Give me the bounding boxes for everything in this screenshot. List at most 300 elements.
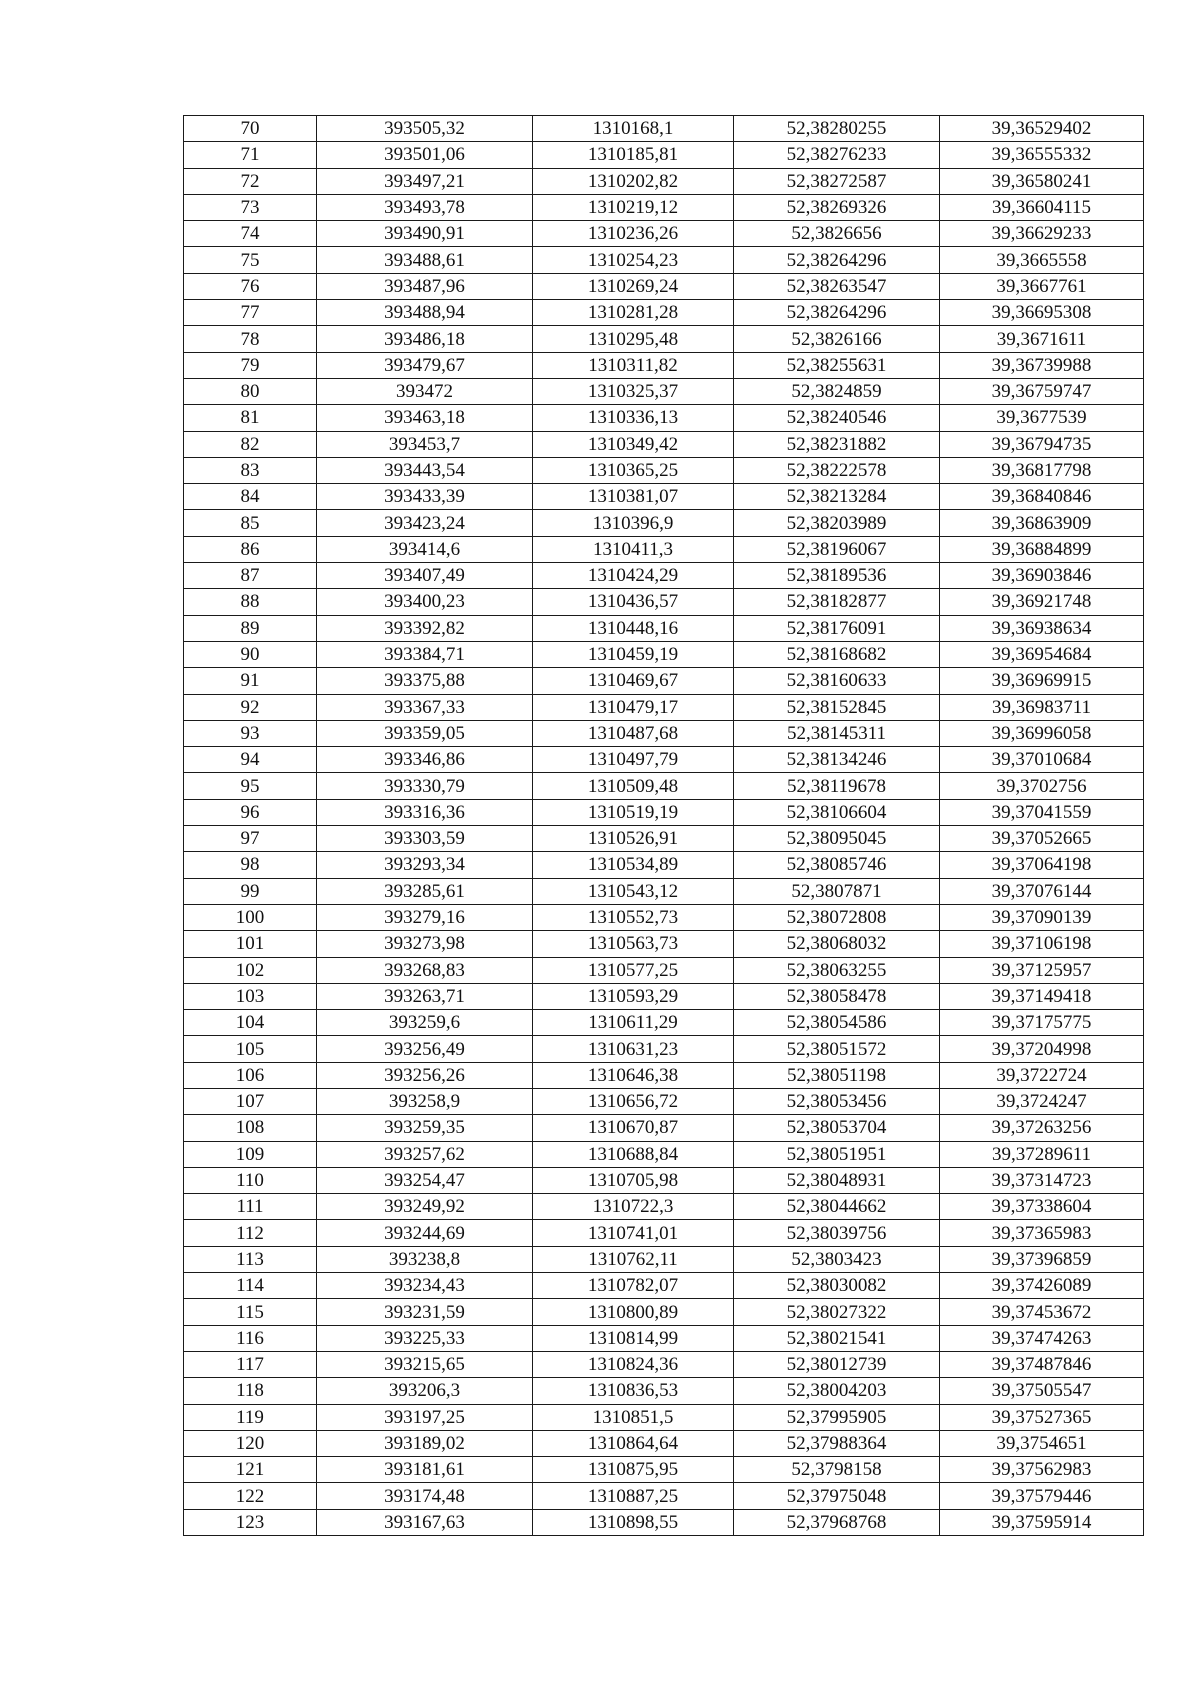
- x-coordinate-cell: 393263,71: [317, 983, 533, 1009]
- longitude-cell: 39,36794735: [940, 431, 1144, 457]
- longitude-cell: 39,36921748: [940, 589, 1144, 615]
- x-coordinate-cell: 393258,9: [317, 1088, 533, 1114]
- table-row: [184, 878, 1144, 904]
- latitude-cell: 52,38240546: [734, 405, 940, 431]
- table-row: [184, 1246, 1144, 1272]
- latitude-cell: 52,3826656: [734, 221, 940, 247]
- table-row: [184, 1115, 1144, 1141]
- latitude-cell: 52,38196067: [734, 536, 940, 562]
- x-coordinate-cell: 393375,88: [317, 668, 533, 694]
- longitude-cell: 39,37527365: [940, 1404, 1144, 1430]
- point-number-cell: 95: [184, 773, 317, 799]
- latitude-cell: 52,3824859: [734, 378, 940, 404]
- x-coordinate-cell: 393189,02: [317, 1430, 533, 1456]
- table-row: [184, 641, 1144, 667]
- x-coordinate-cell: 393254,47: [317, 1167, 533, 1193]
- x-coordinate-cell: 393414,6: [317, 536, 533, 562]
- table-row: [184, 1220, 1144, 1246]
- longitude-cell: 39,36903846: [940, 563, 1144, 589]
- point-number-cell: 76: [184, 273, 317, 299]
- longitude-cell: 39,36739988: [940, 352, 1144, 378]
- table-row: [184, 247, 1144, 273]
- table-row: [184, 168, 1144, 194]
- latitude-cell: 52,38053456: [734, 1088, 940, 1114]
- x-coordinate-cell: 393215,65: [317, 1351, 533, 1377]
- longitude-cell: 39,36840846: [940, 484, 1144, 510]
- latitude-cell: 52,38085746: [734, 852, 940, 878]
- x-coordinate-cell: 393493,78: [317, 194, 533, 220]
- y-coordinate-cell: 1310543,12: [533, 878, 734, 904]
- latitude-cell: 52,37975048: [734, 1483, 940, 1509]
- longitude-cell: 39,37106198: [940, 931, 1144, 957]
- point-number-cell: 88: [184, 589, 317, 615]
- longitude-cell: 39,37263256: [940, 1115, 1144, 1141]
- x-coordinate-cell: 393423,24: [317, 510, 533, 536]
- x-coordinate-cell: 393268,83: [317, 957, 533, 983]
- latitude-cell: 52,37968768: [734, 1509, 940, 1535]
- x-coordinate-cell: 393407,49: [317, 563, 533, 589]
- latitude-cell: 52,38222578: [734, 457, 940, 483]
- table-row: [184, 747, 1144, 773]
- longitude-cell: 39,3724247: [940, 1088, 1144, 1114]
- x-coordinate-cell: 393285,61: [317, 878, 533, 904]
- y-coordinate-cell: 1310365,25: [533, 457, 734, 483]
- point-number-cell: 92: [184, 694, 317, 720]
- point-number-cell: 104: [184, 1010, 317, 1036]
- longitude-cell: 39,37010684: [940, 747, 1144, 773]
- y-coordinate-cell: 1310281,28: [533, 300, 734, 326]
- latitude-cell: 52,38182877: [734, 589, 940, 615]
- y-coordinate-cell: 1310526,91: [533, 826, 734, 852]
- longitude-cell: 39,37579446: [940, 1483, 1144, 1509]
- latitude-cell: 52,38134246: [734, 747, 940, 773]
- x-coordinate-cell: 393259,6: [317, 1010, 533, 1036]
- table-row: [184, 957, 1144, 983]
- y-coordinate-cell: 1310552,73: [533, 904, 734, 930]
- latitude-cell: 52,38145311: [734, 720, 940, 746]
- longitude-cell: 39,37426089: [940, 1273, 1144, 1299]
- point-number-cell: 103: [184, 983, 317, 1009]
- point-number-cell: 117: [184, 1351, 317, 1377]
- table-row: [184, 1141, 1144, 1167]
- y-coordinate-cell: 1310611,29: [533, 1010, 734, 1036]
- longitude-cell: 39,3677539: [940, 405, 1144, 431]
- y-coordinate-cell: 1310656,72: [533, 1088, 734, 1114]
- y-coordinate-cell: 1310824,36: [533, 1351, 734, 1377]
- x-coordinate-cell: 393197,25: [317, 1404, 533, 1430]
- longitude-cell: 39,37090139: [940, 904, 1144, 930]
- longitude-cell: 39,36817798: [940, 457, 1144, 483]
- table-row: [184, 221, 1144, 247]
- table-row: [184, 931, 1144, 957]
- point-number-cell: 110: [184, 1167, 317, 1193]
- x-coordinate-cell: 393346,86: [317, 747, 533, 773]
- latitude-cell: 52,3803423: [734, 1246, 940, 1272]
- table-row: [184, 1351, 1144, 1377]
- x-coordinate-cell: 393392,82: [317, 615, 533, 641]
- table-row: [184, 668, 1144, 694]
- point-number-cell: 80: [184, 378, 317, 404]
- x-coordinate-cell: 393238,8: [317, 1246, 533, 1272]
- y-coordinate-cell: 1310185,81: [533, 142, 734, 168]
- table-row: [184, 116, 1144, 142]
- table-row: [184, 1299, 1144, 1325]
- latitude-cell: 52,38106604: [734, 799, 940, 825]
- point-number-cell: 77: [184, 300, 317, 326]
- latitude-cell: 52,38030082: [734, 1273, 940, 1299]
- longitude-cell: 39,36529402: [940, 116, 1144, 142]
- x-coordinate-cell: 393330,79: [317, 773, 533, 799]
- y-coordinate-cell: 1310593,29: [533, 983, 734, 1009]
- latitude-cell: 52,38051951: [734, 1141, 940, 1167]
- y-coordinate-cell: 1310646,38: [533, 1062, 734, 1088]
- y-coordinate-cell: 1310325,37: [533, 378, 734, 404]
- y-coordinate-cell: 1310487,68: [533, 720, 734, 746]
- longitude-cell: 39,37204998: [940, 1036, 1144, 1062]
- longitude-cell: 39,37076144: [940, 878, 1144, 904]
- table-row: [184, 1457, 1144, 1483]
- table-row: [184, 1273, 1144, 1299]
- longitude-cell: 39,37562983: [940, 1457, 1144, 1483]
- y-coordinate-cell: 1310469,67: [533, 668, 734, 694]
- x-coordinate-cell: 393279,16: [317, 904, 533, 930]
- table-row: [184, 720, 1144, 746]
- latitude-cell: 52,38203989: [734, 510, 940, 536]
- point-number-cell: 81: [184, 405, 317, 431]
- longitude-cell: 39,3665558: [940, 247, 1144, 273]
- latitude-cell: 52,38063255: [734, 957, 940, 983]
- x-coordinate-cell: 393293,34: [317, 852, 533, 878]
- latitude-cell: 52,38269326: [734, 194, 940, 220]
- longitude-cell: 39,36969915: [940, 668, 1144, 694]
- y-coordinate-cell: 1310424,29: [533, 563, 734, 589]
- latitude-cell: 52,3826166: [734, 326, 940, 352]
- y-coordinate-cell: 1310336,13: [533, 405, 734, 431]
- x-coordinate-cell: 393384,71: [317, 641, 533, 667]
- x-coordinate-cell: 393174,48: [317, 1483, 533, 1509]
- x-coordinate-cell: 393472: [317, 378, 533, 404]
- table-row: [184, 826, 1144, 852]
- point-number-cell: 93: [184, 720, 317, 746]
- latitude-cell: 52,3798158: [734, 1457, 940, 1483]
- x-coordinate-cell: 393501,06: [317, 142, 533, 168]
- longitude-cell: 39,36954684: [940, 641, 1144, 667]
- y-coordinate-cell: 1310722,3: [533, 1194, 734, 1220]
- x-coordinate-cell: 393367,33: [317, 694, 533, 720]
- point-number-cell: 106: [184, 1062, 317, 1088]
- point-number-cell: 87: [184, 563, 317, 589]
- longitude-cell: 39,36996058: [940, 720, 1144, 746]
- latitude-cell: 52,38039756: [734, 1220, 940, 1246]
- y-coordinate-cell: 1310236,26: [533, 221, 734, 247]
- x-coordinate-cell: 393256,26: [317, 1062, 533, 1088]
- point-number-cell: 82: [184, 431, 317, 457]
- coordinates-table-body: [184, 116, 1144, 1536]
- coordinates-table: [183, 115, 1144, 1536]
- x-coordinate-cell: 393316,36: [317, 799, 533, 825]
- y-coordinate-cell: 1310782,07: [533, 1273, 734, 1299]
- y-coordinate-cell: 1310577,25: [533, 957, 734, 983]
- latitude-cell: 52,38263547: [734, 273, 940, 299]
- x-coordinate-cell: 393453,7: [317, 431, 533, 457]
- table-row: [184, 1430, 1144, 1456]
- latitude-cell: 52,3807871: [734, 878, 940, 904]
- longitude-cell: 39,37338604: [940, 1194, 1144, 1220]
- point-number-cell: 71: [184, 142, 317, 168]
- latitude-cell: 52,38189536: [734, 563, 940, 589]
- latitude-cell: 52,38048931: [734, 1167, 940, 1193]
- longitude-cell: 39,37052665: [940, 826, 1144, 852]
- latitude-cell: 52,38280255: [734, 116, 940, 142]
- longitude-cell: 39,3722724: [940, 1062, 1144, 1088]
- longitude-cell: 39,37289611: [940, 1141, 1144, 1167]
- y-coordinate-cell: 1310864,64: [533, 1430, 734, 1456]
- point-number-cell: 97: [184, 826, 317, 852]
- point-number-cell: 89: [184, 615, 317, 641]
- longitude-cell: 39,37396859: [940, 1246, 1144, 1272]
- point-number-cell: 105: [184, 1036, 317, 1062]
- point-number-cell: 122: [184, 1483, 317, 1509]
- y-coordinate-cell: 1310563,73: [533, 931, 734, 957]
- latitude-cell: 52,38168682: [734, 641, 940, 667]
- point-number-cell: 78: [184, 326, 317, 352]
- y-coordinate-cell: 1310202,82: [533, 168, 734, 194]
- table-row: [184, 142, 1144, 168]
- point-number-cell: 91: [184, 668, 317, 694]
- y-coordinate-cell: 1310411,3: [533, 536, 734, 562]
- x-coordinate-cell: 393433,39: [317, 484, 533, 510]
- table-row: [184, 1378, 1144, 1404]
- table-row: [184, 1509, 1144, 1535]
- point-number-cell: 102: [184, 957, 317, 983]
- table-row: [184, 378, 1144, 404]
- y-coordinate-cell: 1310836,53: [533, 1378, 734, 1404]
- longitude-cell: 39,36863909: [940, 510, 1144, 536]
- point-number-cell: 118: [184, 1378, 317, 1404]
- table-row: [184, 1088, 1144, 1114]
- point-number-cell: 96: [184, 799, 317, 825]
- table-row: [184, 1404, 1144, 1430]
- table-row: [184, 1325, 1144, 1351]
- latitude-cell: 52,38255631: [734, 352, 940, 378]
- x-coordinate-cell: 393244,69: [317, 1220, 533, 1246]
- latitude-cell: 52,38058478: [734, 983, 940, 1009]
- x-coordinate-cell: 393181,61: [317, 1457, 533, 1483]
- table-row: [184, 799, 1144, 825]
- latitude-cell: 52,38264296: [734, 247, 940, 273]
- latitude-cell: 52,38027322: [734, 1299, 940, 1325]
- latitude-cell: 52,38053704: [734, 1115, 940, 1141]
- x-coordinate-cell: 393256,49: [317, 1036, 533, 1062]
- x-coordinate-cell: 393488,94: [317, 300, 533, 326]
- x-coordinate-cell: 393225,33: [317, 1325, 533, 1351]
- y-coordinate-cell: 1310459,19: [533, 641, 734, 667]
- table-row: [184, 563, 1144, 589]
- x-coordinate-cell: 393463,18: [317, 405, 533, 431]
- y-coordinate-cell: 1310688,84: [533, 1141, 734, 1167]
- latitude-cell: 52,38176091: [734, 615, 940, 641]
- latitude-cell: 52,38264296: [734, 300, 940, 326]
- longitude-cell: 39,37175775: [940, 1010, 1144, 1036]
- table-row: [184, 615, 1144, 641]
- longitude-cell: 39,36604115: [940, 194, 1144, 220]
- table-row: [184, 1194, 1144, 1220]
- x-coordinate-cell: 393488,61: [317, 247, 533, 273]
- x-coordinate-cell: 393359,05: [317, 720, 533, 746]
- latitude-cell: 52,38213284: [734, 484, 940, 510]
- latitude-cell: 52,38051572: [734, 1036, 940, 1062]
- point-number-cell: 94: [184, 747, 317, 773]
- x-coordinate-cell: 393490,91: [317, 221, 533, 247]
- y-coordinate-cell: 1310705,98: [533, 1167, 734, 1193]
- y-coordinate-cell: 1310631,23: [533, 1036, 734, 1062]
- table-row: [184, 510, 1144, 536]
- point-number-cell: 121: [184, 1457, 317, 1483]
- x-coordinate-cell: 393206,3: [317, 1378, 533, 1404]
- x-coordinate-cell: 393273,98: [317, 931, 533, 957]
- longitude-cell: 39,36629233: [940, 221, 1144, 247]
- longitude-cell: 39,37487846: [940, 1351, 1144, 1377]
- point-number-cell: 83: [184, 457, 317, 483]
- point-number-cell: 70: [184, 116, 317, 142]
- y-coordinate-cell: 1310448,16: [533, 615, 734, 641]
- x-coordinate-cell: 393487,96: [317, 273, 533, 299]
- longitude-cell: 39,37595914: [940, 1509, 1144, 1535]
- y-coordinate-cell: 1310311,82: [533, 352, 734, 378]
- y-coordinate-cell: 1310396,9: [533, 510, 734, 536]
- y-coordinate-cell: 1310670,87: [533, 1115, 734, 1141]
- y-coordinate-cell: 1310509,48: [533, 773, 734, 799]
- y-coordinate-cell: 1310851,5: [533, 1404, 734, 1430]
- y-coordinate-cell: 1310875,95: [533, 1457, 734, 1483]
- point-number-cell: 98: [184, 852, 317, 878]
- y-coordinate-cell: 1310349,42: [533, 431, 734, 457]
- y-coordinate-cell: 1310295,48: [533, 326, 734, 352]
- table-row: [184, 457, 1144, 483]
- x-coordinate-cell: 393257,62: [317, 1141, 533, 1167]
- table-row: [184, 1062, 1144, 1088]
- table-row: [184, 1483, 1144, 1509]
- longitude-cell: 39,36580241: [940, 168, 1144, 194]
- latitude-cell: 52,38095045: [734, 826, 940, 852]
- latitude-cell: 52,38012739: [734, 1351, 940, 1377]
- x-coordinate-cell: 393497,21: [317, 168, 533, 194]
- table-row: [184, 484, 1144, 510]
- table-row: [184, 983, 1144, 1009]
- latitude-cell: 52,38054586: [734, 1010, 940, 1036]
- table-row: [184, 1036, 1144, 1062]
- point-number-cell: 99: [184, 878, 317, 904]
- x-coordinate-cell: 393259,35: [317, 1115, 533, 1141]
- y-coordinate-cell: 1310887,25: [533, 1483, 734, 1509]
- point-number-cell: 112: [184, 1220, 317, 1246]
- latitude-cell: 52,38272587: [734, 168, 940, 194]
- point-number-cell: 74: [184, 221, 317, 247]
- table-row: [184, 536, 1144, 562]
- table-row: [184, 694, 1144, 720]
- table-row: [184, 904, 1144, 930]
- table-row: [184, 852, 1144, 878]
- point-number-cell: 115: [184, 1299, 317, 1325]
- latitude-cell: 52,38231882: [734, 431, 940, 457]
- point-number-cell: 84: [184, 484, 317, 510]
- longitude-cell: 39,37041559: [940, 799, 1144, 825]
- y-coordinate-cell: 1310168,1: [533, 116, 734, 142]
- latitude-cell: 52,38160633: [734, 668, 940, 694]
- point-number-cell: 116: [184, 1325, 317, 1351]
- point-number-cell: 73: [184, 194, 317, 220]
- longitude-cell: 39,37064198: [940, 852, 1144, 878]
- table-row: [184, 1167, 1144, 1193]
- longitude-cell: 39,37453672: [940, 1299, 1144, 1325]
- point-number-cell: 108: [184, 1115, 317, 1141]
- point-number-cell: 72: [184, 168, 317, 194]
- table-row: [184, 273, 1144, 299]
- table-row: [184, 1010, 1144, 1036]
- latitude-cell: 52,37995905: [734, 1404, 940, 1430]
- point-number-cell: 111: [184, 1194, 317, 1220]
- longitude-cell: 39,37474263: [940, 1325, 1144, 1351]
- longitude-cell: 39,37505547: [940, 1378, 1144, 1404]
- y-coordinate-cell: 1310814,99: [533, 1325, 734, 1351]
- longitude-cell: 39,3671611: [940, 326, 1144, 352]
- point-number-cell: 79: [184, 352, 317, 378]
- latitude-cell: 52,38152845: [734, 694, 940, 720]
- table-row: [184, 405, 1144, 431]
- latitude-cell: 52,37988364: [734, 1430, 940, 1456]
- y-coordinate-cell: 1310381,07: [533, 484, 734, 510]
- table-row: [184, 589, 1144, 615]
- longitude-cell: 39,37149418: [940, 983, 1144, 1009]
- y-coordinate-cell: 1310800,89: [533, 1299, 734, 1325]
- y-coordinate-cell: 1310436,57: [533, 589, 734, 615]
- longitude-cell: 39,37125957: [940, 957, 1144, 983]
- latitude-cell: 52,38051198: [734, 1062, 940, 1088]
- x-coordinate-cell: 393303,59: [317, 826, 533, 852]
- y-coordinate-cell: 1310479,17: [533, 694, 734, 720]
- point-number-cell: 114: [184, 1273, 317, 1299]
- longitude-cell: 39,3702756: [940, 773, 1144, 799]
- latitude-cell: 52,38072808: [734, 904, 940, 930]
- point-number-cell: 101: [184, 931, 317, 957]
- y-coordinate-cell: 1310762,11: [533, 1246, 734, 1272]
- point-number-cell: 120: [184, 1430, 317, 1456]
- x-coordinate-cell: 393231,59: [317, 1299, 533, 1325]
- x-coordinate-cell: 393167,63: [317, 1509, 533, 1535]
- point-number-cell: 107: [184, 1088, 317, 1114]
- longitude-cell: 39,36884899: [940, 536, 1144, 562]
- table-row: [184, 194, 1144, 220]
- x-coordinate-cell: 393486,18: [317, 326, 533, 352]
- point-number-cell: 119: [184, 1404, 317, 1430]
- latitude-cell: 52,38068032: [734, 931, 940, 957]
- longitude-cell: 39,36983711: [940, 694, 1144, 720]
- longitude-cell: 39,36759747: [940, 378, 1144, 404]
- latitude-cell: 52,38119678: [734, 773, 940, 799]
- longitude-cell: 39,3667761: [940, 273, 1144, 299]
- x-coordinate-cell: 393249,92: [317, 1194, 533, 1220]
- table-row: [184, 326, 1144, 352]
- x-coordinate-cell: 393479,67: [317, 352, 533, 378]
- point-number-cell: 100: [184, 904, 317, 930]
- y-coordinate-cell: 1310898,55: [533, 1509, 734, 1535]
- y-coordinate-cell: 1310497,79: [533, 747, 734, 773]
- table-row: [184, 300, 1144, 326]
- table-row: [184, 773, 1144, 799]
- longitude-cell: 39,36938634: [940, 615, 1144, 641]
- y-coordinate-cell: 1310219,12: [533, 194, 734, 220]
- longitude-cell: 39,3754651: [940, 1430, 1144, 1456]
